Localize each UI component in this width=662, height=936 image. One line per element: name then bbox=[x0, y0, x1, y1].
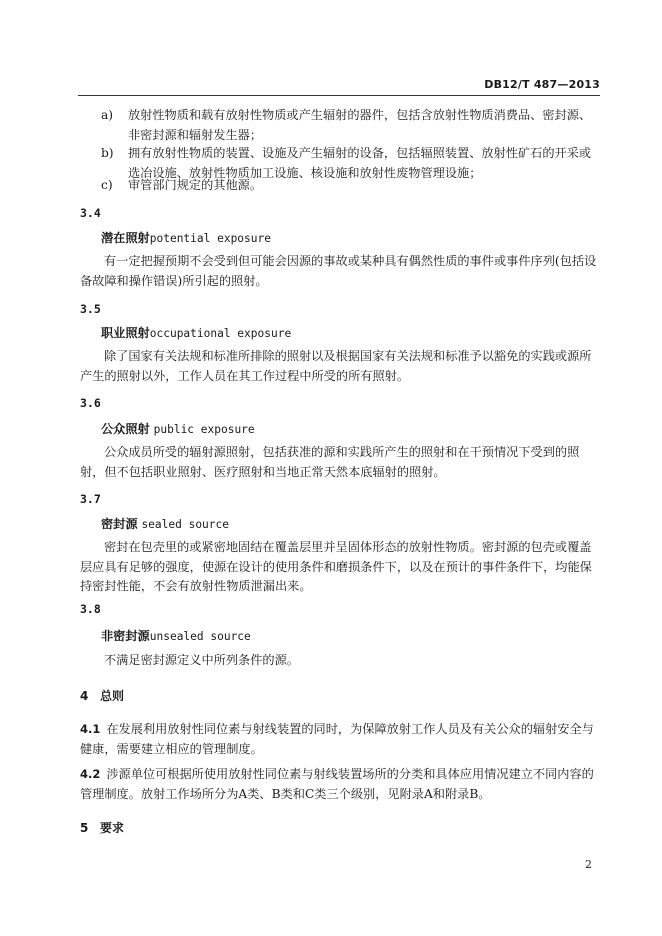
term-definition: 公众成员所受的辐射源照射，包括获准的源和实践所产生的照射和在干预情况下受到的照射，但不包括职业照射、医疗照射和当地正常天然本底辐射的照射。 bbox=[80, 445, 580, 479]
term-zh: 密封源 bbox=[101, 517, 138, 531]
term-definition: 不满足密封源定义中所列条件的源。 bbox=[104, 653, 299, 667]
term-number: 3.5 bbox=[80, 302, 101, 316]
list-item-label: c) bbox=[101, 178, 113, 192]
document-id: DB12/T 487—2013 bbox=[484, 78, 600, 91]
term-definition: 密封在包壳里的或紧密地固结在覆盖层里并呈固体形态的放射性物质。密封源的包壳或覆盖层应具有足够的强度，使源在设计的使用条件和磨损条件下，以及在预计的事件条件下，均能保持密封性能，不会有放射性物质泄漏出来。 bbox=[80, 540, 592, 593]
term-number: 3.7 bbox=[80, 492, 101, 506]
section-number: 4 bbox=[80, 689, 89, 703]
term-definition: 除了国家有关法规和标准所排除的照射以及根据国家有关法规和标准予以豁免的实践或源所产生的照射以外，工作人员在其工作过程中所受的所有照射。 bbox=[80, 349, 592, 383]
term-en: unsealed source bbox=[149, 630, 251, 643]
list-item-label: b) bbox=[101, 146, 114, 160]
term-en: occupational exposure bbox=[149, 327, 292, 340]
term-heading bbox=[101, 420, 255, 437]
section-number: 5 bbox=[80, 821, 89, 835]
section-title: 总则 bbox=[100, 689, 125, 703]
header-rule bbox=[78, 95, 600, 96]
term-en: potential exposure bbox=[149, 232, 271, 245]
list-item-text: 审管部门规定的其他源。 bbox=[128, 178, 263, 192]
term-heading bbox=[101, 627, 251, 644]
clause bbox=[80, 720, 602, 759]
term-number: 3.6 bbox=[80, 396, 101, 410]
list-item bbox=[101, 106, 601, 145]
term-zh: 潜在照射 bbox=[101, 231, 150, 245]
term-zh: 职业照射 bbox=[101, 326, 150, 340]
page-number: 2 bbox=[585, 858, 592, 871]
clause-number: 4.1 bbox=[80, 722, 101, 736]
list-item bbox=[101, 176, 601, 196]
term-number: 3.4 bbox=[80, 206, 101, 220]
section-heading bbox=[80, 687, 124, 704]
list-item-text: 拥有放射性物质的装置、设施及产生辐射的设备，包括辐照装置、放射性矿石的开采或选冶设施、放射性物质加工设施、核设施和放射性废物管理设施； bbox=[128, 146, 592, 180]
term-en: public exposure bbox=[153, 423, 255, 436]
term-en: sealed source bbox=[141, 518, 229, 531]
clause-text: 涉源单位可根据所使用放射性同位素与射线装置场所的分类和具体应用情况建立不同内容的管理制度。放射工作场所分为A类、B类和C类三个级别，见附录A和附录B。 bbox=[80, 767, 594, 801]
section-title: 要求 bbox=[100, 821, 125, 835]
term-zh: 公众照射 bbox=[101, 422, 150, 436]
section-heading bbox=[80, 819, 124, 836]
clause bbox=[80, 765, 602, 804]
clause-text: 在发展利用放射性同位素与射线装置的同时，为保障放射工作人员及有关公众的辐射安全与健康，需要建立相应的管理制度。 bbox=[80, 722, 594, 756]
term-heading bbox=[101, 324, 291, 341]
term-heading bbox=[101, 229, 271, 246]
term-definition: 有一定把握预期不会受到但可能会因源的事故或某种具有偶然性质的事件或事件序列(包括设备故障和操作错误)所引起的照射。 bbox=[80, 254, 597, 288]
clause-number: 4.2 bbox=[80, 767, 101, 781]
term-heading bbox=[101, 515, 229, 532]
list-item-label: a) bbox=[101, 108, 114, 122]
term-zh: 非密封源 bbox=[101, 629, 150, 643]
list-item-text: 放射性物质和载有放射性物质或产生辐射的器件，包括含放射性物质消费品、密封源、非密封源和辐射发生器； bbox=[128, 108, 592, 142]
term-number: 3.8 bbox=[80, 602, 101, 616]
